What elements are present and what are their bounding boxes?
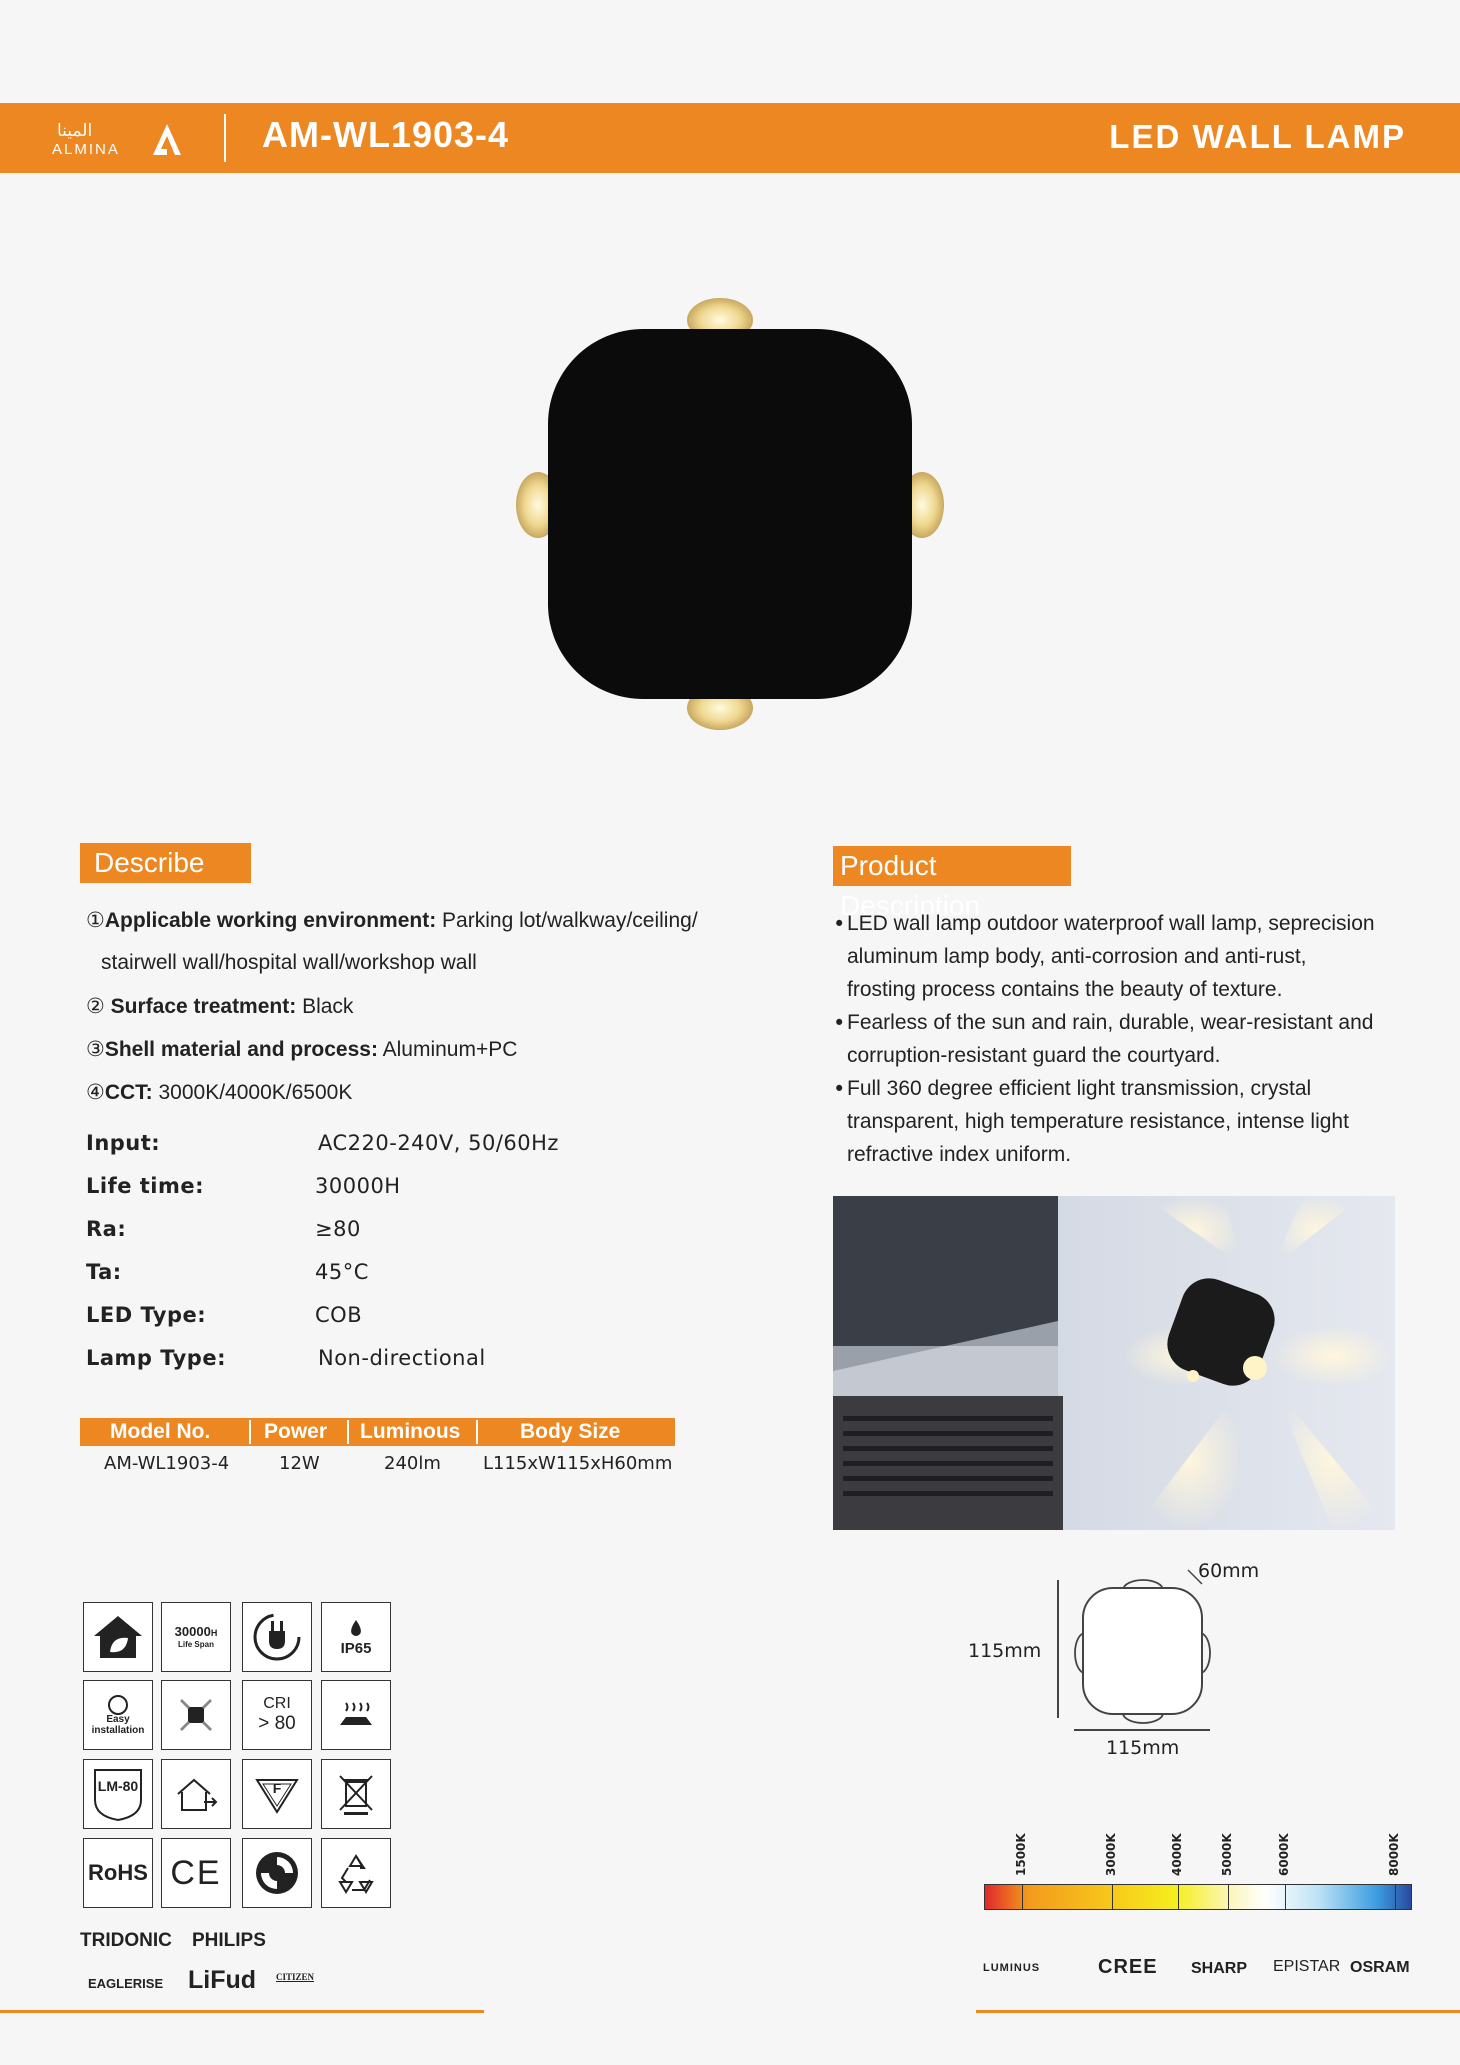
lm80-icon: LM-80 [83,1759,153,1829]
logo-text: ALMINA [52,141,120,158]
cct-tick [1228,1884,1229,1910]
table-cell-model: AM-WL1903-4 [104,1453,230,1474]
dimension-width-label: 115mm [1106,1737,1180,1759]
dimension-height-label: 115mm [968,1640,1042,1662]
cct-label: 3000K [1104,1833,1118,1876]
spec-value: Non-directional [318,1346,486,1370]
description-line: transparent, high temperature resistance, intense light [847,1110,1349,1133]
cct-tick [1285,1884,1286,1910]
ce-icon: CE [161,1838,231,1908]
product-description-header: Product Description [833,846,1071,886]
f-mark-icon: F [242,1759,312,1829]
spec-label: Ta: [86,1260,122,1284]
spec-value: 30000H [315,1174,401,1198]
heat-dissipation-icon [321,1680,391,1750]
description-line: aluminum lamp body, anti-corrosion and anti-rust, [847,945,1307,968]
spec-label: Ra: [86,1217,127,1241]
cct-color-bar [984,1884,1412,1910]
spec-value: COB [315,1303,363,1327]
cct-tick [1112,1884,1113,1910]
describe-item: ④CCT: 3000K/4000K/6500K [86,1081,353,1104]
cct-tick [1178,1884,1179,1910]
lifespan-icon: 30000H Life Span [161,1602,231,1672]
cct-tick [1022,1884,1023,1910]
describe-item: ③Shell material and process: Aluminum+PC [86,1038,518,1061]
table-header-luminous: Luminous [360,1420,461,1443]
spec-value: ≥80 [315,1217,361,1241]
description-line: Full 360 degree efficient light transmission, crystal [847,1077,1312,1100]
logo-icon [150,121,184,157]
description-line: Fearless of the sun and rain, durable, wear-resistant and [847,1011,1374,1034]
footer-rule-left [0,2010,484,2013]
cct-label: 8000K [1387,1833,1401,1876]
cct-label: 4000K [1170,1833,1184,1876]
brand-tridonic: TRIDONIC [80,1930,172,1951]
brand-lifud: LiFud [188,1966,257,1994]
table-header-divider [249,1420,251,1444]
product-image [510,295,950,735]
spec-value: AC220-240V, 50/60Hz [318,1131,559,1155]
table-header-model: Model No. [110,1420,211,1443]
brand-luminus: LUMINUS [983,1962,1041,1974]
bullet-icon: • [833,1077,846,1101]
dimension-drawing [1050,1560,1260,1750]
installed-photo [833,1196,1395,1530]
spec-label: Input: [86,1131,161,1155]
rohs-icon: RoHS [83,1838,153,1908]
description-line: corruption-resistant guard the courtyard. [847,1044,1221,1067]
footer-rule-right [976,2010,1460,2013]
logo-arabic-text: المينا [57,121,93,141]
spec-label: Life time: [86,1174,205,1198]
description-line: refractive index uniform. [847,1143,1072,1166]
table-cell-body-size: L115xW115xH60mm [483,1453,673,1474]
model-title: AM-WL1903-4 [262,114,510,155]
describe-item: stairwell wall/hospital wall/workshop wall [101,951,477,974]
table-header-power: Power [264,1420,328,1443]
cri-icon: CRI > 80 [242,1680,312,1750]
brand-osram: OSRAM [1350,1959,1410,1976]
brand-citizen: CITIZEN [276,1972,315,1982]
recycle-icon [321,1838,391,1908]
description-line: frosting process contains the beauty of texture. [847,978,1283,1001]
describe-item: ② Surface treatment: Black [86,995,354,1018]
table-cell-power: 12W [279,1453,320,1474]
table-header-body-size: Body Size [520,1420,621,1443]
description-line: LED wall lamp outdoor waterproof wall lamp, seprecision [847,912,1375,935]
table-header-divider [347,1420,349,1444]
lamp-beam-icon [161,1680,231,1750]
table-cell-luminous: 240lm [384,1453,441,1474]
ip65-icon: IP65 [321,1602,391,1672]
cct-label: 6000K [1277,1833,1291,1876]
describe-item: ①Applicable working environment: Parking lot/walkway/ceiling/ [86,909,698,932]
green-dot-icon [242,1838,312,1908]
spec-value: 45°C [315,1260,369,1284]
brand-sharp: SHARP [1191,1960,1248,1977]
bullet-icon: • [833,912,846,936]
spec-label: LED Type: [86,1303,207,1327]
describe-header: Describe [80,843,251,883]
plug-icon [242,1602,312,1672]
cct-tick [1395,1884,1396,1910]
bullet-icon: • [833,1011,846,1035]
easy-installation-icon: Easy installation [83,1680,153,1750]
table-header-divider [476,1420,478,1444]
spec-label: Lamp Type: [86,1346,226,1370]
product-type-title: LED WALL LAMP [1109,118,1406,155]
header-divider [224,114,226,162]
brand-eaglerise: EAGLERISE [88,1976,164,1991]
brand-philips: PHILIPS [192,1930,266,1951]
brand-epistar: EPISTAR [1273,1958,1341,1975]
home-leaf-icon [83,1602,153,1672]
dimension-depth-label: 60mm [1198,1560,1260,1582]
weee-bin-icon [321,1759,391,1829]
brand-cree: CREE [1098,1956,1158,1978]
cct-label: 5000K [1220,1833,1234,1876]
house-arrow-icon [161,1759,231,1829]
cct-label: 1500K [1014,1833,1028,1876]
